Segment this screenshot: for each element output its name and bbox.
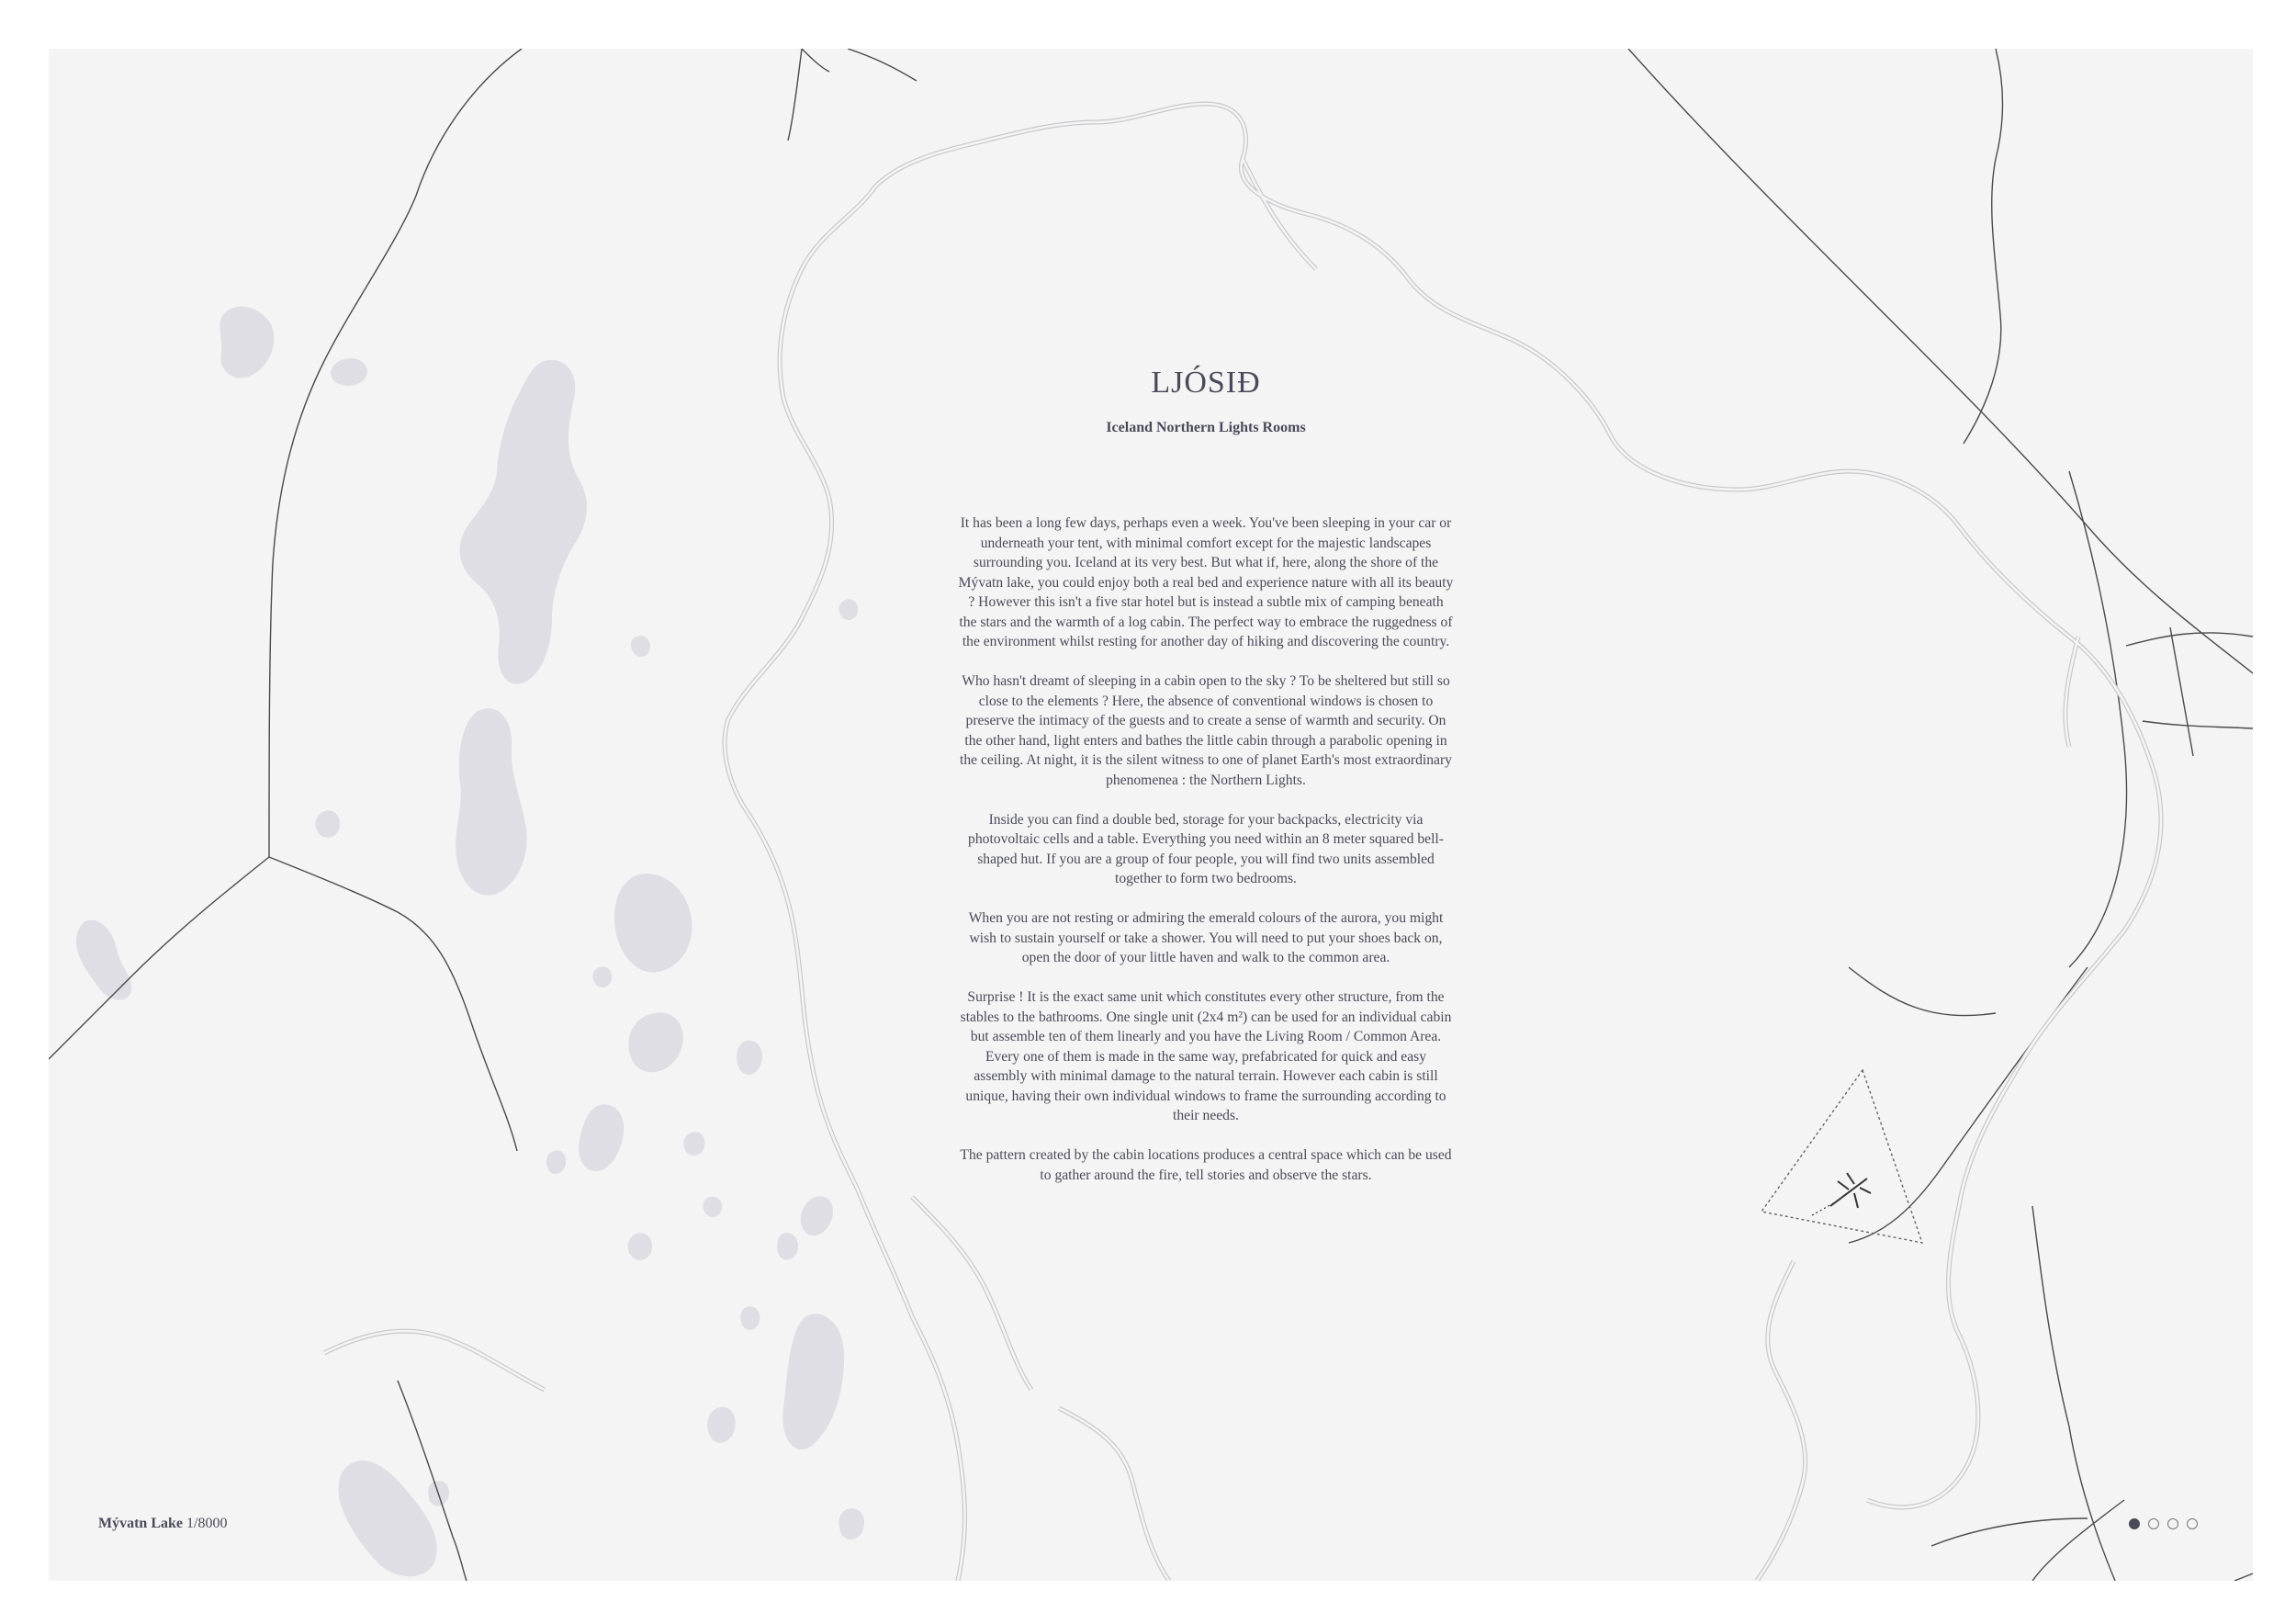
page-indicator: [2129, 1518, 2198, 1529]
page-title: LJÓSIÐ: [1151, 366, 1261, 400]
map-scale: 1/8000: [186, 1516, 228, 1531]
paragraph: When you are not resting or admiring the emerald colours of the aurora, you might wish to sustain yourself or take a shower. You will need to put your shoes back on, open the door of your little haven and walk to the common area.: [968, 910, 1444, 965]
page-dot-4[interactable]: [2187, 1518, 2198, 1529]
page-dot-2[interactable]: [2148, 1518, 2159, 1529]
paragraph: It has been a long few days, perhaps even a week. You've been sleeping in your car or underneath your tent, with minimal comfort except for the majestic landscapes surrounding you. Iceland at its very best. But what if, here, along the shore of the Mývatn lake, you could enjoy both a real bed and experience nature with all its beauty ? However this isn't a five star hotel but is instead a subtle mix of camping beneath the stars and the warmth of a log cabin. The perfect way to embrace the ruggedness of the environment whilst resting for another day of hiking and discovering the country.: [958, 515, 1454, 649]
page-subtitle: Iceland Northern Lights Rooms: [1106, 420, 1306, 435]
paragraph: Inside you can find a double bed, storage for your backpacks, electricity via photovoltaic cells and a table. Everything you need within an 8 meter squared bell-shaped hut. If you are a group of four people, you will find two units assembled together to form two bedrooms.: [968, 811, 1444, 886]
paragraph: Surprise ! It is the exact same unit which constitutes every other structure, from the stables to the bathrooms. One single unit (2x4 m²) can be used for an individual cabin but assemble ten of them linearly and you have the Living Room / Common Area. Every one of them is made in the same way, prefabricated for quick and easy assembly with minimal damage to the natural terrain. However each cabin is still unique, having their own individual windows to frame the surrounding according to their needs.: [960, 989, 1452, 1123]
paragraph: Who hasn't dreamt of sleeping in a cabin open to the sky ? To be sheltered but still so close to the elements ? Here, the absence of conventional windows is chosen to preserve the intimacy of the guests and to create a sense of warmth and security. On the other hand, light enters and bathes the little cabin through a parabolic opening in the ceiling. At night, it is the silent witness to one of planet Earth's most extraordinary phenomenea : the Northern Lights.: [960, 673, 1452, 788]
description-text: [958, 513, 1454, 1205]
map-sheet: [49, 49, 2253, 1581]
page-dot-3[interactable]: [2167, 1518, 2178, 1529]
page-dot-1[interactable]: [2129, 1518, 2140, 1529]
water-bodies: [76, 307, 864, 1577]
paragraph: The pattern created by the cabin locations produces a central space which can be used to gather around the fire, tell stories and observe the stars.: [960, 1147, 1452, 1183]
place-name: Mývatn Lake: [98, 1516, 183, 1531]
map-caption: [98, 1516, 227, 1532]
